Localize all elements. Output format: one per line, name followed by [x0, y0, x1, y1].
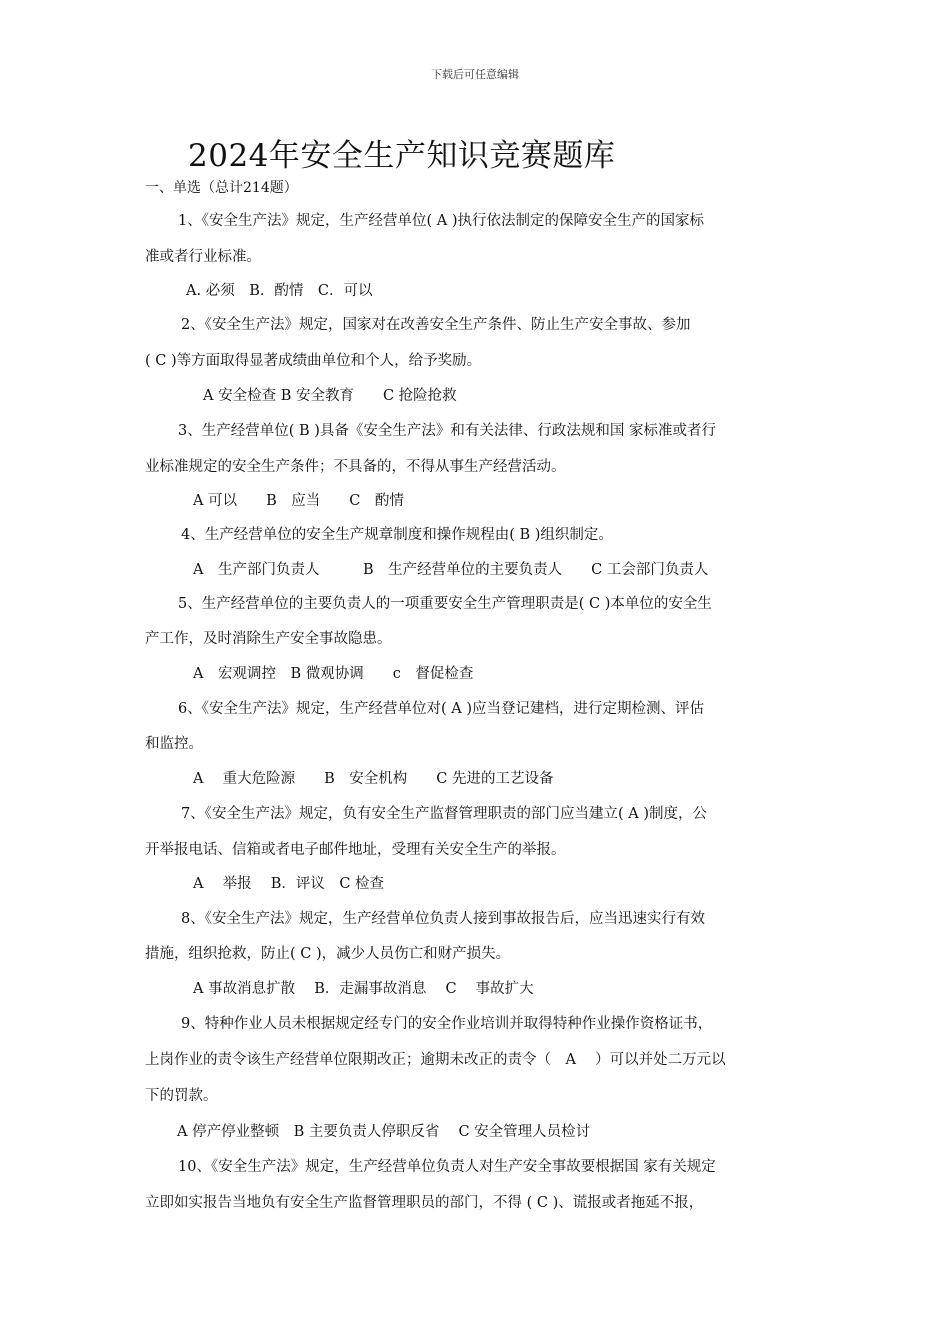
question-6-line-2: 和监控。 [145, 736, 203, 752]
question-4-options: A 生产部门负责人 B 生产经营单位的主要负责人 C 工会部门负责人 [193, 562, 709, 578]
question-7-line-1: 7、《安全生产法》规定，负有安全生产监督管理职责的部门应当建立( A )制度，公 [181, 806, 707, 822]
question-9-line-1: 9、特种作业人员未根据规定经专门的安全作业培训并取得特种作业操作资格证书， [181, 1016, 713, 1032]
question-2-line-2: ( C )等方面取得显著成绩曲单位和个人，给予奖励。 [145, 353, 482, 369]
question-2-line-1: 2、《安全生产法》规定，国家对在改善安全生产条件、防止生产安全事故、参加 [181, 317, 691, 333]
question-3-line-2: 业标准规定的安全生产条件；不具备的，不得从事生产经营活动。 [145, 459, 566, 475]
section-title: 一、单选（总计214题） [145, 180, 298, 196]
question-8-line-1: 8、《安全生产法》规定，生产经营单位负责人接到事故报告后，应当迅速实行有效 [181, 911, 705, 927]
question-3-line-1: 3、生产经营单位( B )具备《安全生产法》和有关法律、行政法规和国 家标准或者行 [178, 423, 717, 439]
question-1-line-2: 准或者行业标准。 [145, 249, 261, 265]
question-8-line-2: 措施，组织抢救，防止( C )，减少人员伤亡和财产损失。 [145, 946, 511, 962]
question-5-line-1: 5、生产经营单位的主要负责人的一项重要安全生产管理职责是( C )本单位的安全生 [178, 596, 712, 612]
question-6-options: A 重大危险源 B 安全机构 C 先进的工艺设备 [193, 771, 554, 787]
question-9-line-2: 上岗作业的责令该生产经营单位限期改正；逾期未改正的责令（ A ）可以并处二万元以 [145, 1052, 726, 1068]
question-2-options: A 安全检查 B 安全教育 C 抢险抢救 [203, 388, 457, 404]
question-8-options: A 事故消息扩散 B．走漏事故消息 C 事故扩大 [193, 981, 534, 997]
question-10-line-2: 立即如实报告当地负有安全生产监督管理职员的部门，不得 ( C )、谎报或者拖延不报， [145, 1195, 704, 1211]
document-title: 2024年安全生产知识竞赛题库 [188, 138, 616, 174]
question-1-options: A. 必须 B．酌情 C．可以 [186, 283, 373, 299]
question-5-line-2: 产工作，及时消除生产安全事故隐患。 [145, 631, 392, 647]
question-1-line-1: 1、《安全生产法》规定，生产经营单位( A )执行依法制定的保障安全生产的国家标 [178, 213, 704, 229]
question-9-line-3: 下的罚款。 [145, 1088, 218, 1104]
question-9-options: A 停产停业整顿 B 主要负责人停职反省 C 安全管理人员检讨 [177, 1124, 591, 1140]
header-note: 下载后可任意编辑 [431, 68, 519, 81]
question-6-line-1: 6、《安全生产法》规定，生产经营单位对( A )应当登记建档，进行定期检测、评估 [178, 701, 704, 717]
question-7-line-2: 开举报电话、信箱或者电子邮件地址，受理有关安全生产的举报。 [145, 842, 566, 858]
question-5-options: A 宏观调控 B 微观协调 c 督促检查 [193, 666, 474, 682]
question-10-line-1: 10、《安全生产法》规定，生产经营单位负责人对生产安全事故要根据国 家有关规定 [178, 1159, 716, 1175]
question-4-line-1: 4、生产经营单位的安全生产规章制度和操作规程由( B )组织制定。 [181, 527, 613, 543]
question-7-options: A 举报 B．评议 C 检查 [193, 876, 385, 892]
question-3-options: A 可以 B 应当 C 酌情 [193, 493, 404, 509]
